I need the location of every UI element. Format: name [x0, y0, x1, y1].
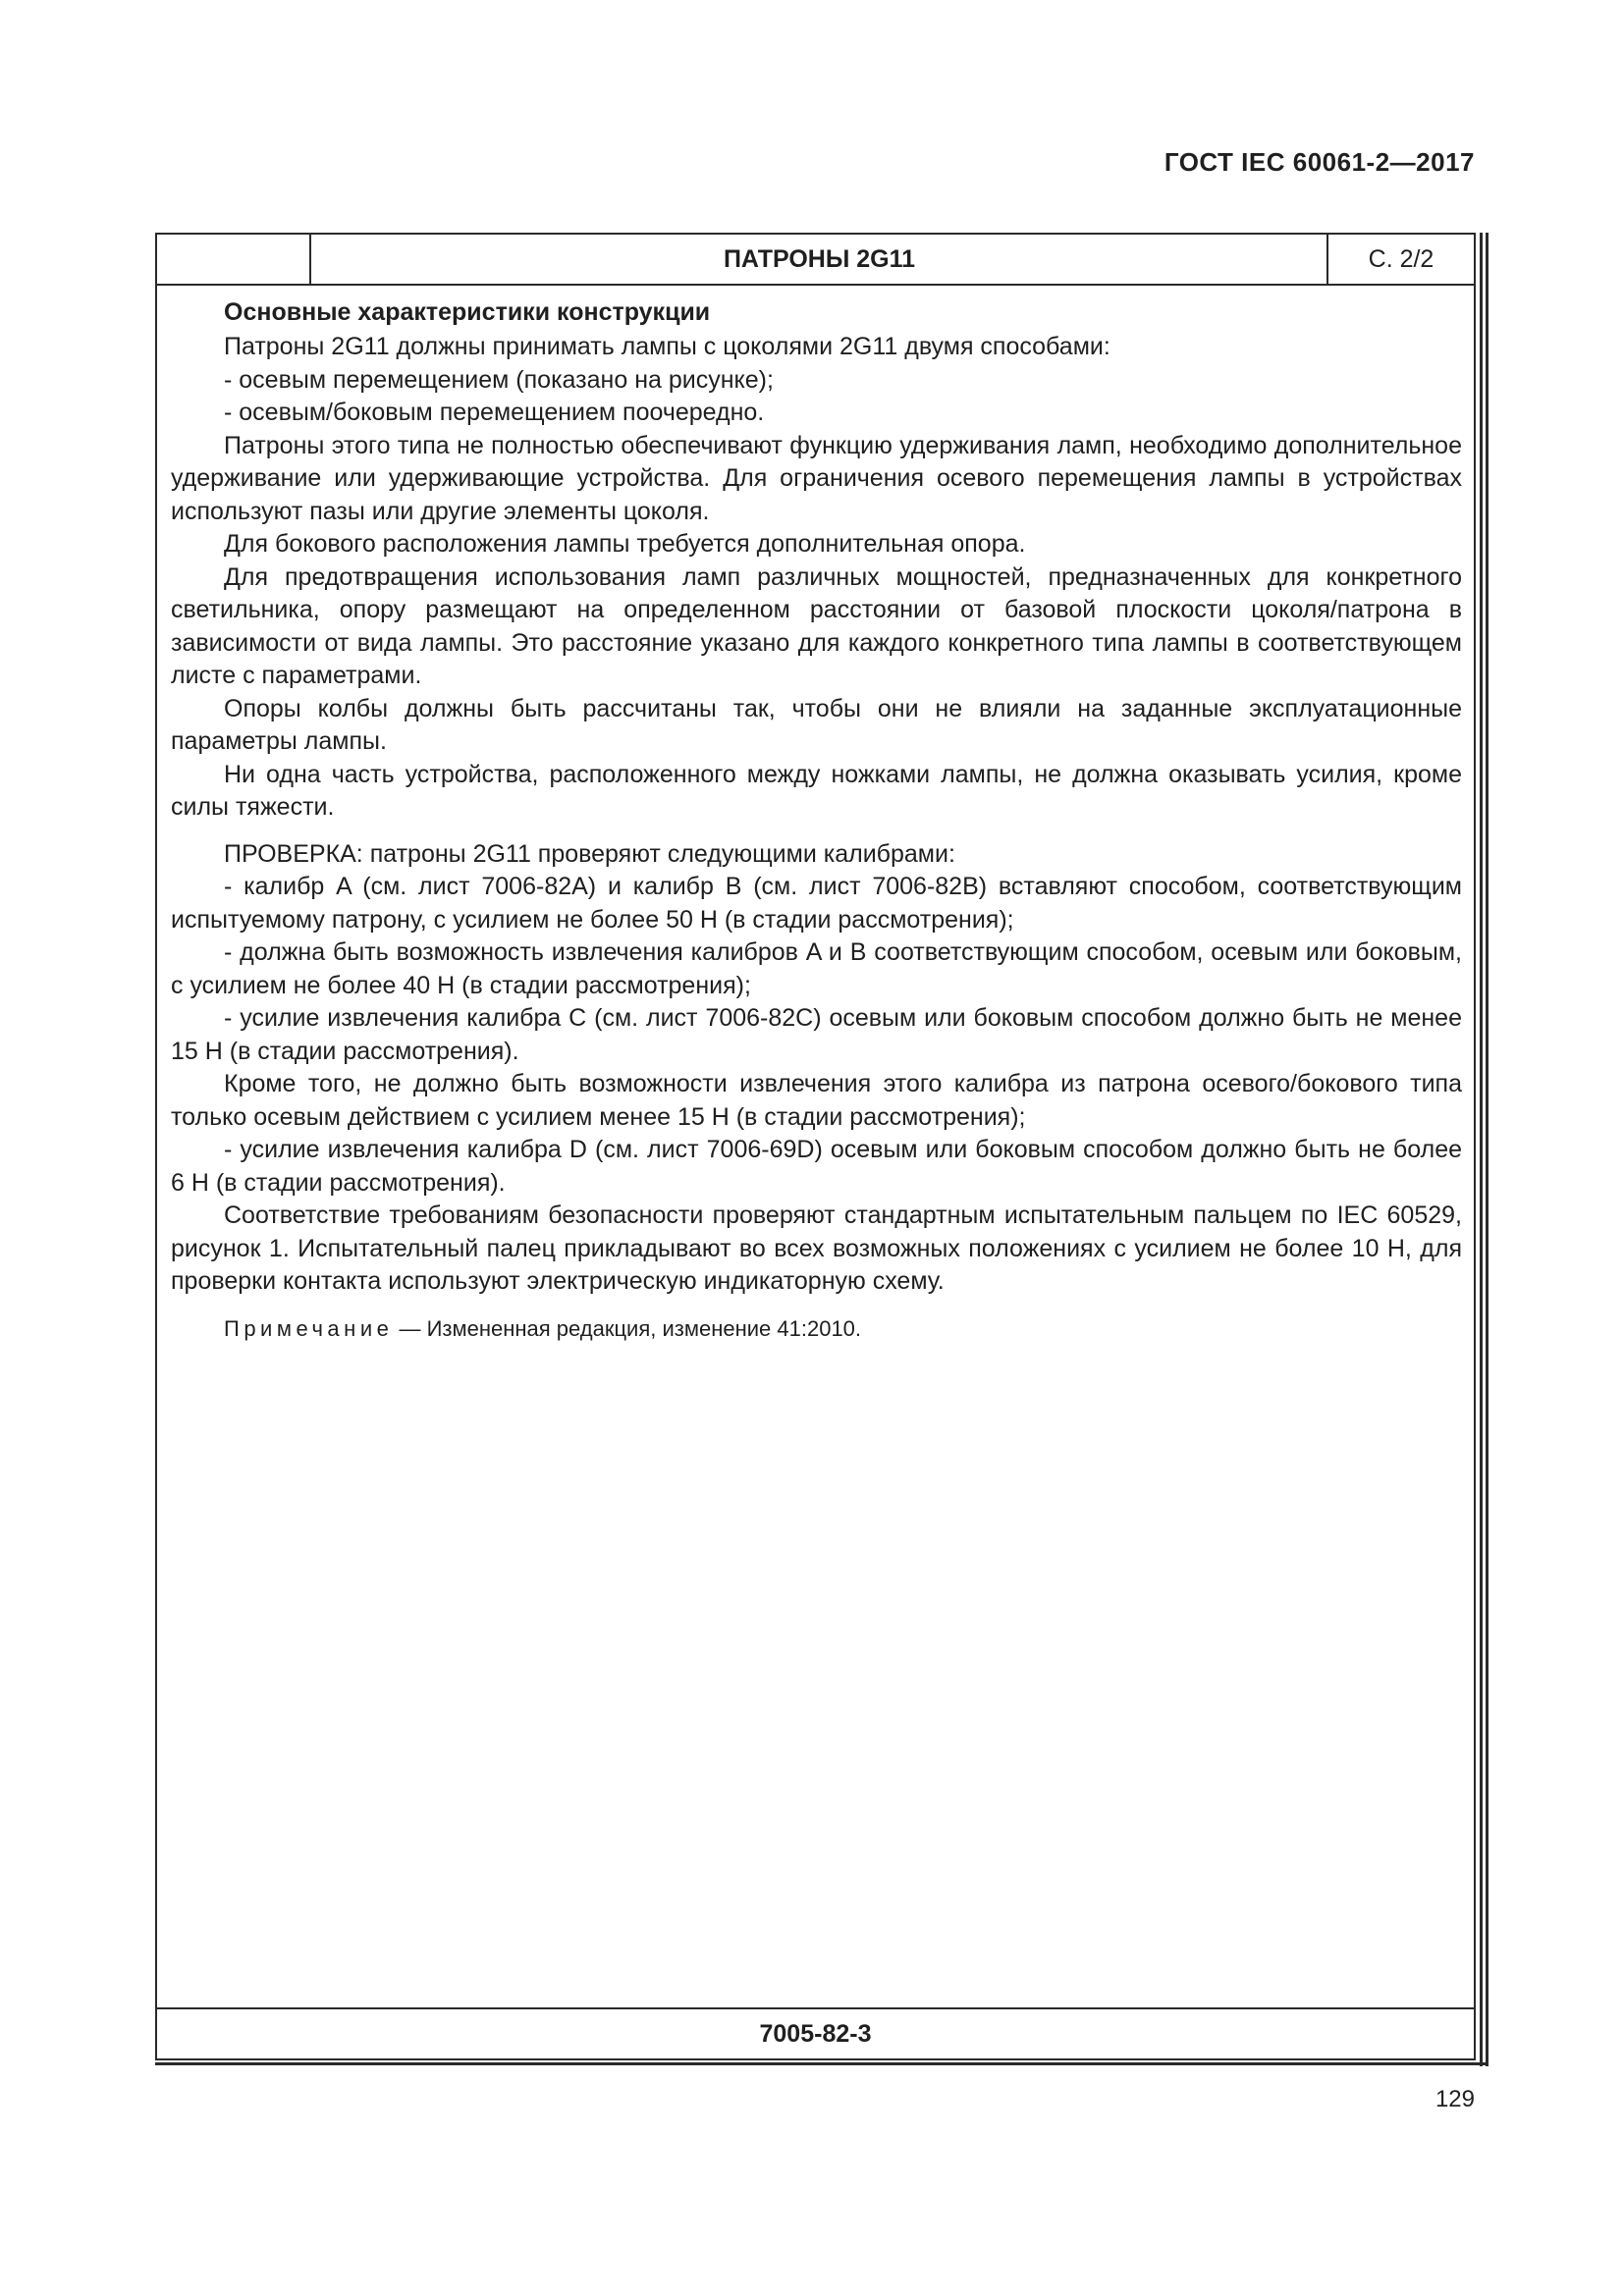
paragraph: Патроны 2G11 должны принимать лампы с цоколями 2G11 двумя способами:	[224, 333, 1110, 360]
note	[171, 1312, 1462, 1346]
paragraph: Соответствие требованиям безопасности проверяют стандартным испытательным пальцем по IEC 60529, рисунок 1. Испытательный палец прикладывают во всех возможных положениях с усилием не более 10 Н, для проверки контакта используют электрическую индикаторную схему.	[171, 1201, 1462, 1295]
check-heading: ПРОВЕРКА: патроны 2G11 проверяют следующими калибрами:	[224, 839, 955, 868]
header-blank-cell	[157, 235, 311, 284]
sheet-footer-id: 7005-82-3	[157, 2007, 1474, 2058]
paragraph: Кроме того, не должно быть возможности извлечения этого калибра из патрона осевого/бокового типа только осевым действием с усилием менее 15 Н (в стадии рассмотрения);	[171, 1070, 1462, 1131]
document-code: ГОСТ IEC 60061-2—2017	[1164, 147, 1475, 177]
paragraph: Опоры колбы должны быть рассчитаны так, чтобы они не влияли на заданные эксплуатационные параметры лампы.	[171, 694, 1462, 755]
list-item: - калибр A (см. лист 7006-82A) и калибр B (см. лист 7006-82B) вставляют способом, соответствующим испытуемому патрону, с усилием не более 50 Н (в стадии рассмотрения);	[171, 873, 1462, 934]
list-item: - усилие извлечения калибра D (см. лист 7006-69D) осевым или боковым способом должно быть не более 6 Н (в стадии рассмотрения).	[171, 1136, 1462, 1197]
sheet-frame	[155, 233, 1476, 2060]
sheet-title: ПАТРОНЫ 2G11	[723, 244, 916, 273]
list-item: - осевым/боковым перемещением поочередно.	[224, 399, 765, 426]
frame-bottom-line	[155, 2062, 1489, 2065]
list-item: - должна быть возможность извлечения калибров A и B соответствующим способом, осевым или боковым, с усилием не более 40 Н (в стадии рассмотрения);	[171, 938, 1462, 999]
sheet-header	[157, 235, 1474, 286]
frame-edge-line	[1486, 233, 1489, 2066]
paragraph: Патроны этого типа не полностью обеспечивают функцию удерживания ламп, необходимо дополнительное удерживание или удерживающие устройства. Для ограничения осевого перемещения лампы в устройствах используют пазы или другие элементы цоколя.	[171, 431, 1462, 525]
paragraph: Для бокового расположения лампы требуется дополнительная опора.	[224, 530, 1026, 558]
note-label: Примечание	[224, 1315, 394, 1341]
sheet-page-indicator: С. 2/2	[1326, 235, 1474, 284]
paragraph: Для предотвращения использования ламп различных мощностей, предназначенных для конкретного светильника, опору размещают на определенном расстоянии от базовой плоскости цоколя/патрона в зависимости от вида лампы. Это расстояние указано для каждого конкретного типа лампы в соответствующем листе с параметрами.	[171, 562, 1462, 689]
list-item: - усилие извлечения калибра C (см. лист 7006-82C) осевым или боковым способом должно быть не менее 15 Н (в стадии рассмотрения).	[171, 1004, 1462, 1065]
paragraph: Ни одна часть устройства, расположенного между ножками лампы, не должна оказывать усилия, кроме силы тяжести.	[171, 760, 1462, 821]
section-title: Основные характеристики конструкции	[224, 298, 711, 326]
frame-edge-line	[1480, 233, 1483, 2066]
sheet-content	[171, 294, 1462, 1345]
list-item: - осевым перемещением (показано на рисунке);	[224, 365, 774, 394]
note-text: — Измененная редакция, изменение 41:2010.	[393, 1315, 862, 1341]
page-number: 129	[1435, 2086, 1475, 2112]
